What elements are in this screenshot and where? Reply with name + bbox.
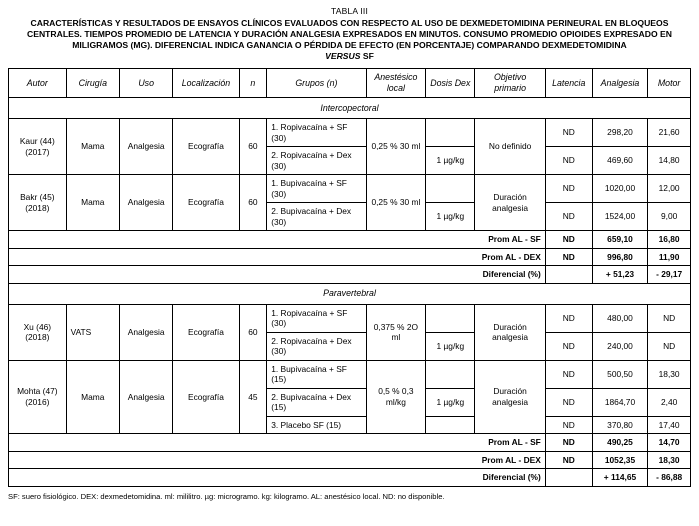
results-table	[8, 68, 691, 487]
summary-label: Prom AL - SF	[9, 434, 546, 452]
cell-cirugia: Mama	[66, 119, 119, 175]
table-row	[9, 360, 691, 388]
col-anestesico-local: Anestésico local	[366, 69, 426, 98]
col-localizacion: Localización	[173, 69, 239, 98]
caption-line-3: EXPRESADO EN MILIGRAMOS (MG). DIFERENCIAL INDICA GANANCIA O PÉRDIDA DE EFECTO (EN PORCENTAJE) COMPARANDO DEXMEDETOMIDINA	[72, 29, 672, 50]
cell-n: 60	[239, 119, 267, 175]
cell-analgesia: 370,80	[592, 416, 647, 434]
summary-latencia: ND	[545, 231, 592, 249]
cell-dosis-dex	[426, 304, 475, 332]
summary-latencia	[545, 469, 592, 487]
cell-grupo: 1. Ropivacaína + SF (30)	[267, 304, 366, 332]
cell-analgesia: 1524,00	[592, 203, 647, 231]
summary-latencia: ND	[545, 248, 592, 266]
cell-motor: ND	[648, 304, 691, 332]
table-row	[9, 304, 691, 332]
cell-localizacion: Ecografía	[173, 304, 239, 360]
summary-label: Diferencial (%)	[9, 266, 546, 284]
caption-line-2: BLOQUEOS CENTRALES. TIEMPOS PROMEDIO DE LATENCIA Y DURACIÓN ANALGESIA EXPRESADOS EN MINUTOS. CONSUMO PROMEDIO OPIOIDES	[27, 18, 669, 39]
summary-label: Prom AL - DEX	[9, 451, 546, 469]
cell-n: 45	[239, 360, 267, 434]
cell-dosis-dex: 1 µg/kg	[426, 388, 475, 416]
table-caption	[12, 18, 687, 62]
col-analgesia: Analgesia	[592, 69, 647, 98]
cell-grupo: 2. Ropivacaína + Dex (30)	[267, 332, 366, 360]
summary-row	[9, 231, 691, 249]
cell-motor: 17,40	[648, 416, 691, 434]
section-title-intercopectoral: Intercopectoral	[9, 98, 691, 119]
cell-latencia: ND	[545, 360, 592, 388]
cell-objetivo-primario: Duración analgesia	[475, 360, 545, 434]
cell-dosis-dex: 1 µg/kg	[426, 203, 475, 231]
cell-cirugia: Mama	[66, 360, 119, 434]
col-autor: Autor	[9, 69, 67, 98]
col-motor: Motor	[648, 69, 691, 98]
summary-label: Prom AL - DEX	[9, 248, 546, 266]
cell-anestesico-local: 0,375 % 2O ml	[366, 304, 426, 360]
caption-line-1: CARACTERÍSTICAS Y RESULTADOS DE ENSAYOS CLÍNICOS EVALUADOS CON RESPECTO AL USO DE DEXMEDETOMIDINA PERINEURAL EN	[30, 18, 617, 28]
cell-motor: 21,60	[648, 119, 691, 147]
cell-uso: Analgesia	[119, 175, 172, 231]
col-grupos: Grupos (n)	[267, 69, 366, 98]
summary-latencia: ND	[545, 434, 592, 452]
cell-grupo: 1. Bupivacaína + SF (30)	[267, 175, 366, 203]
summary-latencia: ND	[545, 451, 592, 469]
summary-analgesia: 659,10	[592, 231, 647, 249]
summary-row	[9, 469, 691, 487]
col-n: n	[239, 69, 267, 98]
cell-grupo: 1. Ropivacaína + SF (30)	[267, 119, 366, 147]
cell-motor: 9,00	[648, 203, 691, 231]
summary-analgesia: 490,25	[592, 434, 647, 452]
cell-dosis-dex	[426, 360, 475, 388]
cell-cirugia: Mama	[66, 175, 119, 231]
cell-autor: Kaur (44) (2017)	[9, 119, 67, 175]
summary-analgesia: + 114,65	[592, 469, 647, 487]
cell-objetivo-primario: Duración analgesia	[475, 304, 545, 360]
cell-latencia: ND	[545, 332, 592, 360]
cell-objetivo-primario: No definido	[475, 119, 545, 175]
cell-grupo: 3. Placebo SF (15)	[267, 416, 366, 434]
summary-motor: 16,80	[648, 231, 691, 249]
summary-label: Prom AL - SF	[9, 231, 546, 249]
cell-analgesia: 1020,00	[592, 175, 647, 203]
cell-latencia: ND	[545, 119, 592, 147]
cell-cirugia: VATS	[66, 304, 119, 360]
table-header-row	[9, 69, 691, 98]
cell-autor: Mohta (47) (2016)	[9, 360, 67, 434]
cell-dosis-dex: 1 µg/kg	[426, 147, 475, 175]
summary-row	[9, 451, 691, 469]
summary-analgesia: 1052,35	[592, 451, 647, 469]
cell-analgesia: 1864,70	[592, 388, 647, 416]
cell-grupo: 2. Bupivacaína + Dex (30)	[267, 203, 366, 231]
summary-motor: 14,70	[648, 434, 691, 452]
summary-latencia	[545, 266, 592, 284]
summary-motor: 18,30	[648, 451, 691, 469]
col-dosis-dex: Dosis Dex	[426, 69, 475, 98]
cell-uso: Analgesia	[119, 360, 172, 434]
table-footnote: SF: suero fisiológico. DEX: dexmedetomidina. ml: mililitro. µg: microgramo. kg: kilogramo. AL: anestésico local. ND: no disponible.	[8, 491, 445, 501]
col-cirugia: Cirugía	[66, 69, 119, 98]
cell-grupo: 2. Ropivacaína + Dex (30)	[267, 147, 366, 175]
section-header-row	[9, 98, 691, 119]
cell-analgesia: 500,50	[592, 360, 647, 388]
table-row	[9, 119, 691, 147]
cell-n: 60	[239, 304, 267, 360]
cell-dosis-dex	[426, 416, 475, 434]
section-title-paravertebral: Paravertebral	[9, 283, 691, 304]
summary-label: Diferencial (%)	[9, 469, 546, 487]
col-objetivo-primario: Objetivo primario	[475, 69, 545, 98]
cell-dosis-dex	[426, 119, 475, 147]
cell-latencia: ND	[545, 175, 592, 203]
table-row	[9, 175, 691, 203]
cell-anestesico-local: 0,25 % 30 ml	[366, 119, 426, 175]
summary-motor: 11,90	[648, 248, 691, 266]
cell-localizacion: Ecografía	[173, 360, 239, 434]
cell-dosis-dex	[426, 175, 475, 203]
cell-grupo: 1. Bupivacaína + SF (15)	[267, 360, 366, 388]
summary-row	[9, 266, 691, 284]
cell-analgesia: 298,20	[592, 119, 647, 147]
cell-anestesico-local: 0,25 % 30 ml	[366, 175, 426, 231]
summary-row	[9, 434, 691, 452]
caption-line-4-suffix: SF	[360, 51, 374, 61]
cell-autor: Bakr (45) (2018)	[9, 175, 67, 231]
cell-objetivo-primario: Duración analgesia	[475, 175, 545, 231]
section-header-row	[9, 283, 691, 304]
cell-anestesico-local: 0,5 % 0,3 ml/kg	[366, 360, 426, 434]
cell-dosis-dex: 1 µg/kg	[426, 332, 475, 360]
cell-uso: Analgesia	[119, 119, 172, 175]
cell-motor: 2,40	[648, 388, 691, 416]
cell-latencia: ND	[545, 203, 592, 231]
cell-analgesia: 240,00	[592, 332, 647, 360]
table-number: TABLA III	[330, 6, 369, 16]
cell-latencia: ND	[545, 304, 592, 332]
cell-localizacion: Ecografía	[173, 175, 239, 231]
summary-motor: - 29,17	[648, 266, 691, 284]
cell-uso: Analgesia	[119, 304, 172, 360]
cell-motor: 18,30	[648, 360, 691, 388]
cell-motor: 12,00	[648, 175, 691, 203]
cell-autor: Xu (46) (2018)	[9, 304, 67, 360]
cell-analgesia: 469,60	[592, 147, 647, 175]
cell-analgesia: 480,00	[592, 304, 647, 332]
caption-line-4-versus: VERSUS	[325, 51, 361, 61]
cell-motor: ND	[648, 332, 691, 360]
summary-row	[9, 248, 691, 266]
col-latencia: Latencia	[545, 69, 592, 98]
summary-analgesia: 996,80	[592, 248, 647, 266]
col-uso: Uso	[119, 69, 172, 98]
cell-grupo: 2. Bupivacaína + Dex (15)	[267, 388, 366, 416]
cell-n: 60	[239, 175, 267, 231]
cell-latencia: ND	[545, 416, 592, 434]
summary-analgesia: + 51,23	[592, 266, 647, 284]
cell-motor: 14,80	[648, 147, 691, 175]
cell-latencia: ND	[545, 147, 592, 175]
summary-motor: - 86,88	[648, 469, 691, 487]
cell-latencia: ND	[545, 388, 592, 416]
cell-localizacion: Ecografía	[173, 119, 239, 175]
